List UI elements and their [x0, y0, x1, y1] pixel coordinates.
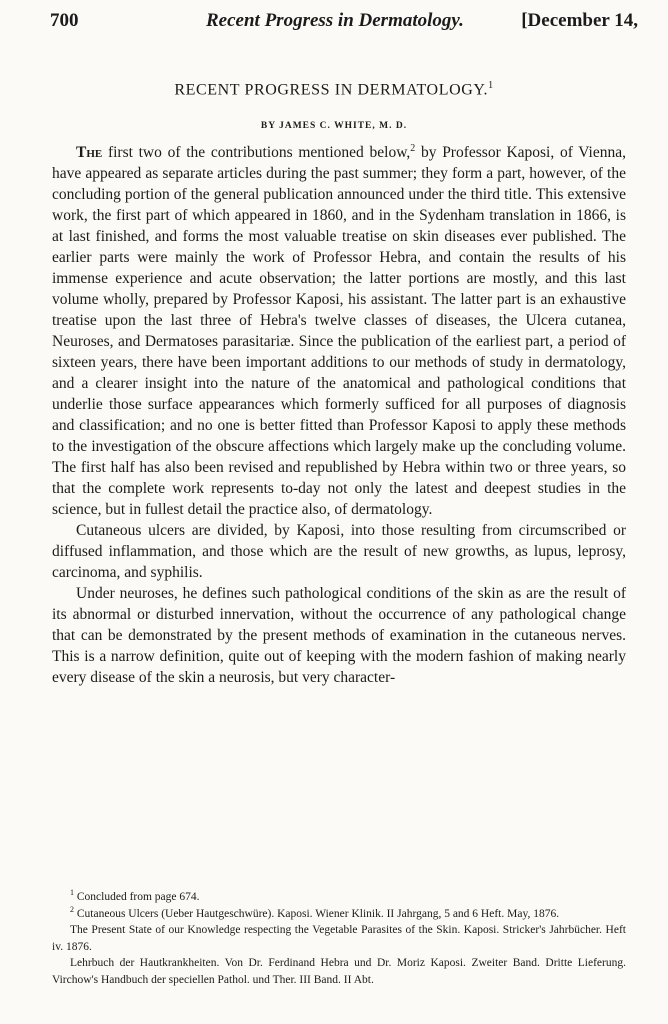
title-footnote-marker: 1 — [488, 80, 494, 91]
article-title — [0, 80, 668, 99]
footnote-1-text: Concluded from page 674. — [74, 891, 200, 903]
footnote-marker-2: 2 — [410, 142, 416, 154]
footnote-3: The Present State of our Knowledge respecting the Vegetable Parasites of the Skin. Kaposi. Stricker's Jahrbücher. Heft iv. 1876. — [52, 924, 626, 953]
paragraph-1-text-b: by Professor Kaposi, of Vienna, have appeared as separate articles during the past summer; they form a part, however, of the concluding portion of the general publication announced under the third title. This extensive work, the first part of which appeared in 1860, and in the Sydenham translation in 1866, is at last finished, and forms the most valuable treatise on skin diseases ever published. The earlier parts were mainly the work of Professor Hebra, and contain the results of his immense experience and acute observation; the latter portions are mostly, and this last volume wholly, prepared by Professor Kaposi, his assistant. The latter part is an exhaustive treatise upon the last three of Hebra's twelve classes of diseases, the Ulcera cutanea, Neuroses, and Dermatoses parasitariæ. Since the publication of the earliest part, a period of sixteen years, there have been important additions to our methods of study in dermatology, and a clearer insight into the nature of the anatomical and pathological conditions that underlie those surface appearances which formerly sufficed for all purposes of diagnosis and classification; and no one is better fitted than Professor Kaposi to apply these methods to the investigation of the obscure affections which largely make up the concluding volume. The first half has also been revised and republished by Hebra within two or three years, so that the complete work represents to-day not only the latest and deepest studies in the science, but in fullest detail the practice also, of dermatology. — [52, 144, 626, 518]
footnote-2-marker: 2 — [70, 904, 74, 914]
paragraph-1-text-a: first two of the contributions mentioned below, — [102, 144, 411, 161]
paragraph-1 — [52, 142, 626, 520]
footnote-1 — [52, 889, 626, 906]
byline: BY JAMES C. WHITE, M. D. — [260, 121, 408, 131]
footnotes — [52, 889, 626, 988]
footnote-4: Lehrbuch der Hautkrankheiten. Von Dr. Ferdinand Hebra und Dr. Moriz Kaposi. Zweiter Band. Dritte Lieferung. Virchow's Handbuch der speciellen Pathol. und Ther. III Band. II Abt. — [52, 957, 626, 986]
article-title-text: RECENT PROGRESS IN DERMATOLOGY. — [174, 81, 489, 99]
issue-date: [December 14, — [521, 10, 638, 31]
footnote-1-marker: 1 — [70, 888, 74, 898]
running-head — [44, 10, 644, 38]
footnote-2 — [52, 906, 626, 923]
paragraph-2: Cutaneous ulcers are divided, by Kaposi, into those resulting from circumscribed or diffused inflammation, and those which are the result of new growths, as lupus, leprosy, carcinoma, and syphilis. — [52, 522, 626, 581]
page-number: 700 — [50, 10, 79, 31]
footnote-2-text: Cutaneous Ulcers (Ueber Hautgeschwüre). Kaposi. Wiener Klinik. II Jahrgang, 5 and 6 Heft. May, 1876. — [74, 907, 560, 920]
article-body — [52, 142, 626, 688]
paragraph-lead-word: The — [76, 144, 103, 161]
running-title: Recent Progress in Dermatology. — [206, 10, 464, 31]
paragraph-3: Under neuroses, he defines such pathological conditions of the skin as are the result of its abnormal or disturbed innervation, without the occurrence of any pathological change that can be demonstrated by the present methods of examination in the cutaneous nerves. This is a narrow definition, quite out of keeping with the modern fashion of making nearly every disease of the skin a neurosis, but very character- — [52, 585, 626, 686]
